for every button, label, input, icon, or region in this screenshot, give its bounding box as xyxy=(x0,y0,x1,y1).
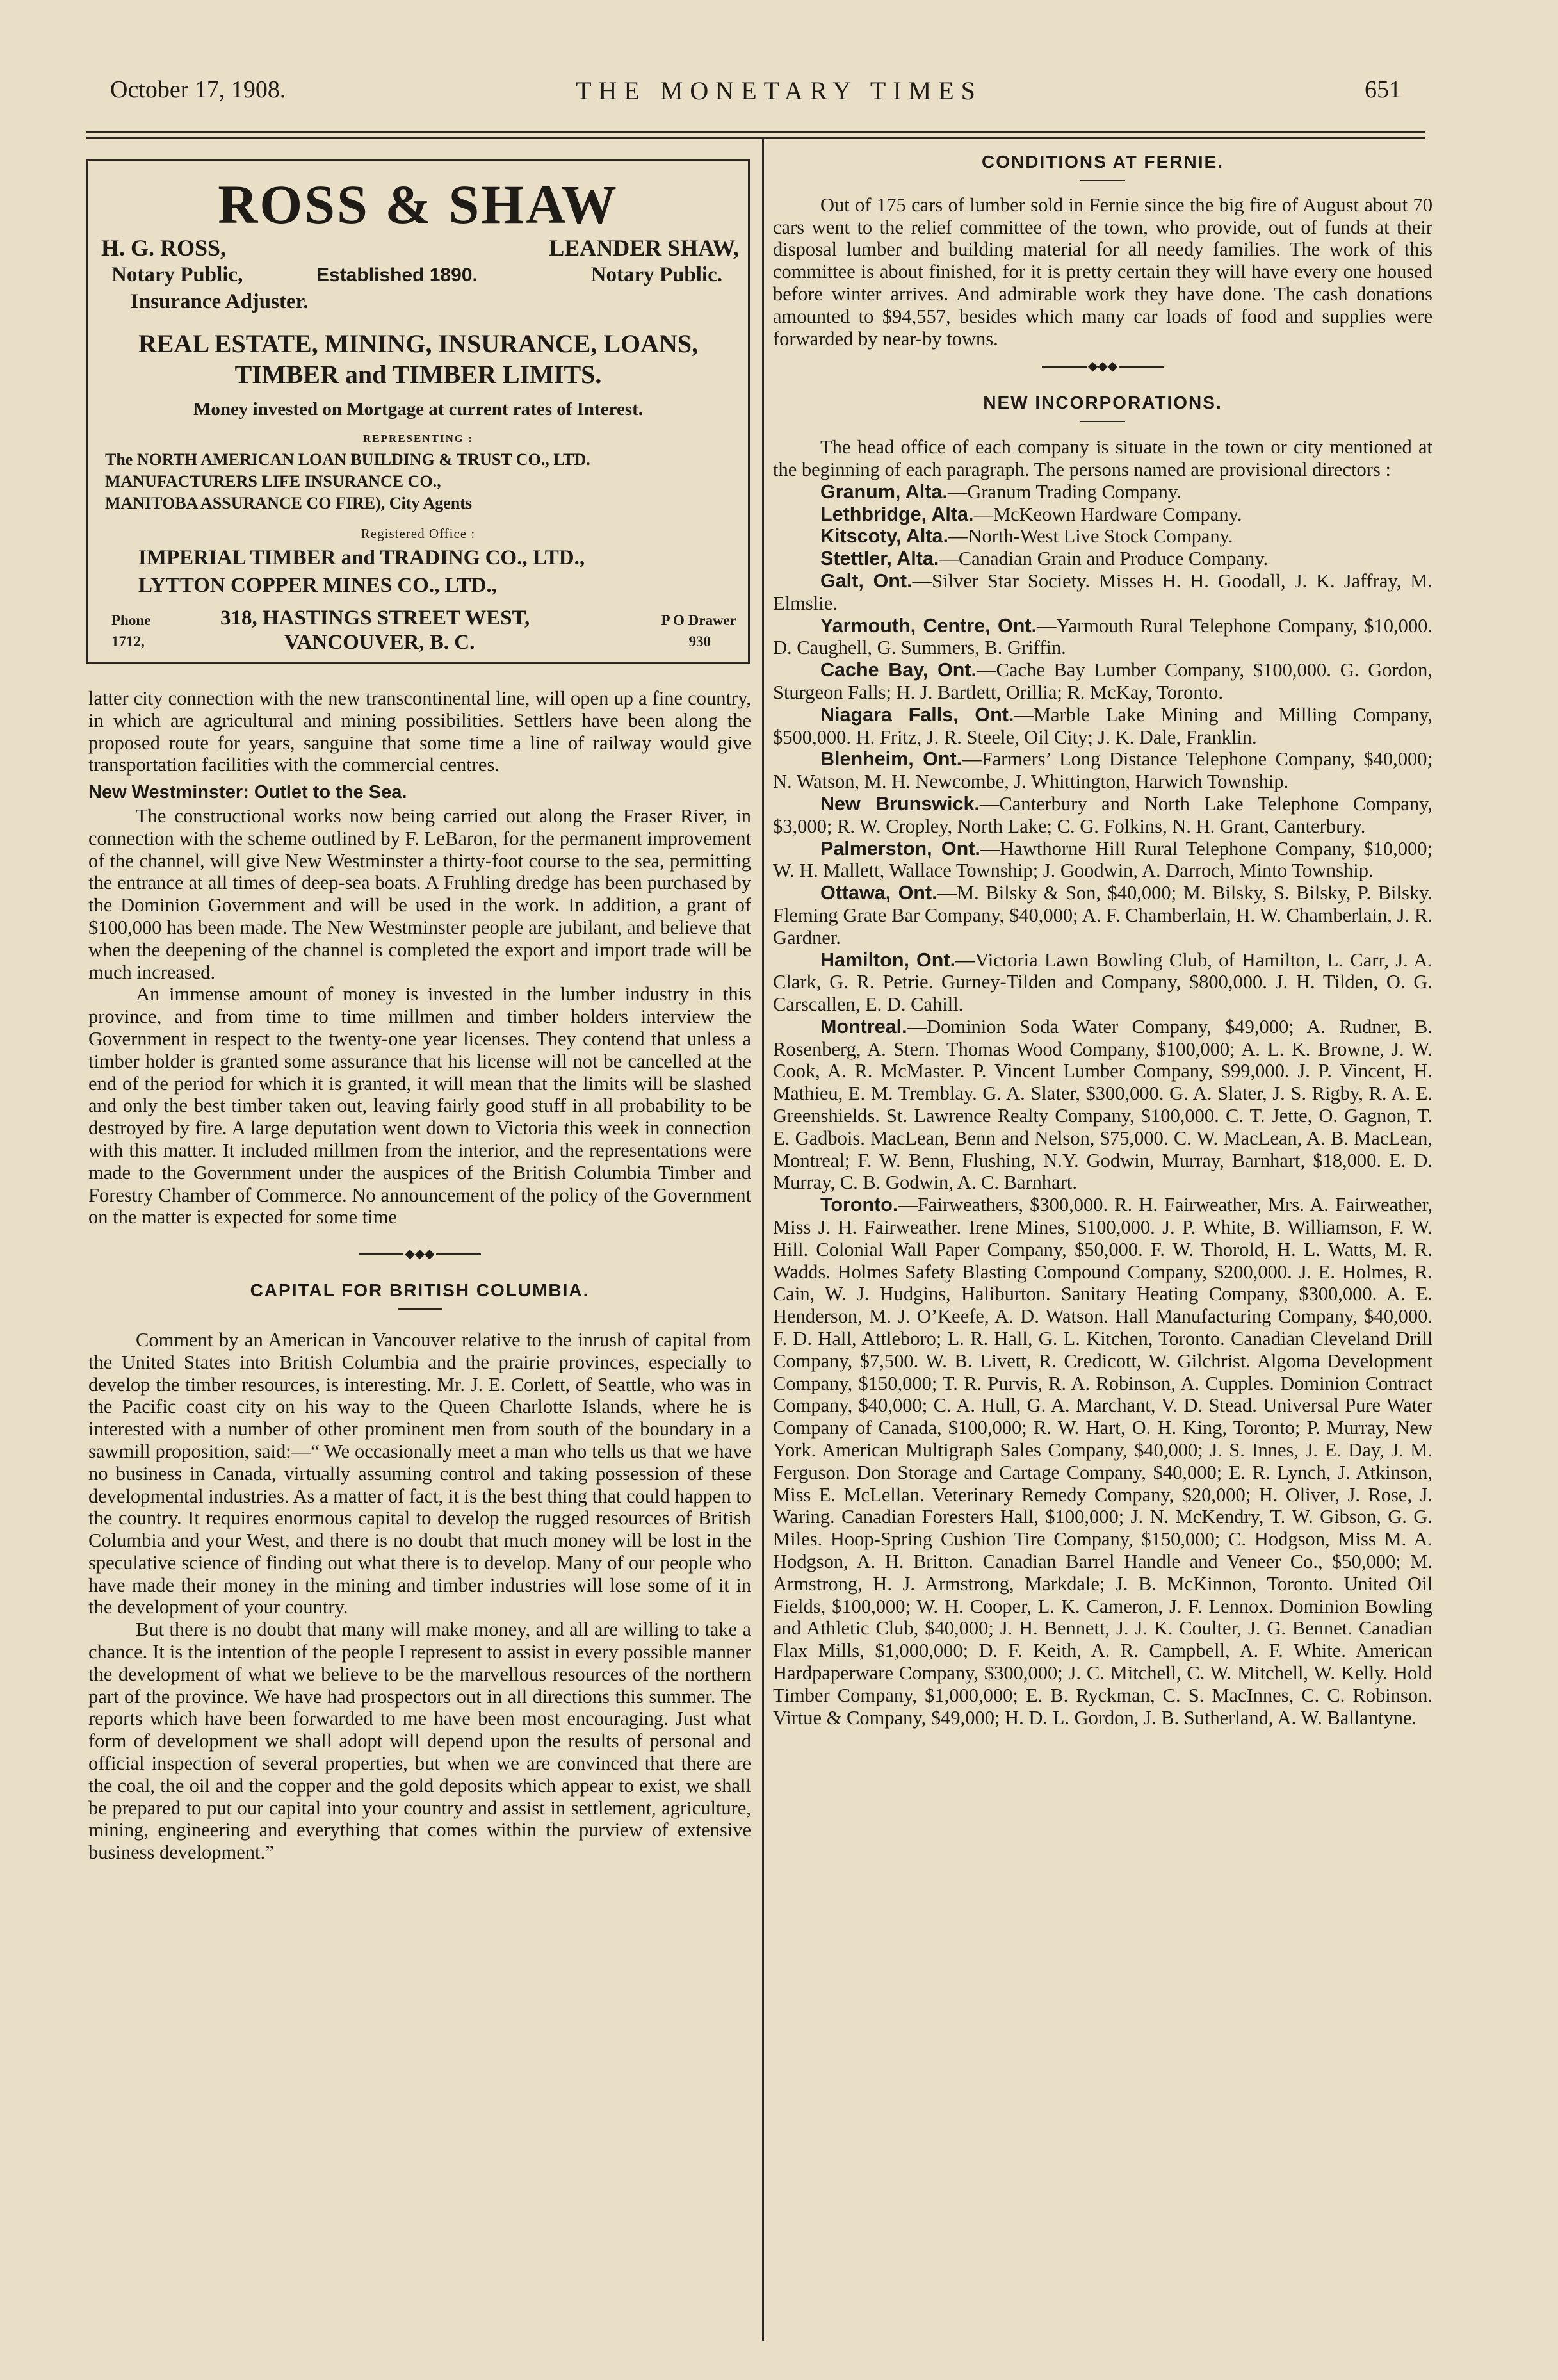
ad-office-label: Registered Office : xyxy=(361,526,476,541)
ad-established: Established 1890. xyxy=(316,265,478,286)
ad-office-2: LYTTON COPPER MINES CO., LTD., xyxy=(138,574,497,597)
incorporation-entry xyxy=(773,615,1432,660)
ad-rep-2: MANUFACTURERS LIFE INSURANCE CO., xyxy=(105,472,441,491)
ad-business-line2: TIMBER and TIMBER LIMITS. xyxy=(234,360,602,389)
right-column xyxy=(773,151,1432,1729)
ad-rep-3: MANITOBA ASSURANCE CO FIRE), City Agents xyxy=(105,494,473,512)
heading-new-incorporations: NEW INCORPORATIONS. xyxy=(983,393,1222,413)
left-column xyxy=(88,687,751,1864)
incorporation-details: —Yarmouth Rural Telephone Company, $10,000. D. Caughell, G. Summers, B. Griffin. xyxy=(773,614,1432,659)
incorporation-details: —North-West Live Stock Company. xyxy=(948,525,1233,548)
heading-capital-for-british-columbia: CAPITAL FOR BRITISH COLUMBIA. xyxy=(250,1280,590,1301)
incorporation-place: Niagara Falls, Ont. xyxy=(820,703,1014,726)
incorporation-place: Hamilton, Ont. xyxy=(820,949,956,971)
incorporation-details: —Farmers’ Long Distance Telephone Company, $40,000; N. Watson, M. H. Newcombe, J. Whittington, Harwich Township. xyxy=(773,748,1432,793)
ad-po-label: P O Drawer xyxy=(661,612,736,628)
incorporation-entry xyxy=(773,1016,1432,1194)
incorporation-entry xyxy=(773,882,1432,949)
incorporation-details: —M. Bilsky & Son, $40,000; M. Bilsky, S. Bilsky, P. Bilsky. Fleming Grate Bar Company, $40,000; A. F. Chamberlain, H. W. Chamberlain, J. R. Gardner. xyxy=(773,882,1432,949)
ross-shaw-advertisement xyxy=(86,159,750,664)
incorporation-place: Kitscoty, Alta. xyxy=(820,525,948,548)
issue-date: October 17, 1908. xyxy=(110,76,286,103)
incorporation-details: —Canadian Grain and Produce Company. xyxy=(939,548,1269,570)
new-westminster-paragraph: The constructional works now being carried out along the Fraser River, in connection with the scheme outlined by F. LeBaron, for the permanent improvement of the channel, will give New Westminster a thirty-foot course to the sea, permitting the entrance at all times of deep-sea boats. A Fruhling dredge has been purchased by the Dominion Government and will be used in the work. In addition, a grant of $100,000 has been made. The New Westminster people are jubilant, and believe that when the deepening of the channel is completed the export and import trade will be much increased. xyxy=(88,804,751,983)
heading-rule xyxy=(1080,180,1125,181)
ad-firm-name: ROSS & SHAW xyxy=(218,174,619,235)
heading-rule xyxy=(1080,421,1125,422)
article-continuation: latter city connection with the new transcontinental line, will open up a fine country, in which are agricultural and mining possibilities. Settlers have been along the proposed route for years, sanguine that some time a line of railway would give transportation facilities with the commercial centres. xyxy=(88,687,751,776)
incorporation-details: —Dominion Soda Water Company, $49,000; A. Rudner, B. Rosenberg, A. Stern. Thomas Wood Company, $100,000; A. L. K. Browne, J. W. Cook, A. R. McMaster. P. Vincent Lumber Company, $99,000. J. P. Vincent, H. Mathieu, E. M. Tremblay. G. A. Slater, $300,000. G. A. Slater, J. S. Rigby, R. A. E. Greenshields. St. Lawrence Realty Company, $100,000. C. T. Jette, O. Gagnon, T. E. Gadbois. MacLean, Benn and Nelson, $75,000. C. W. MacLean, A. B. MacLean, Montreal; F. W. Benn, Flushing, N.Y. Godwin, Murray, Barnhart, $18,000. E. D. Murray, C. B. Godwin, A. C. Barnhart. xyxy=(773,1015,1432,1194)
section-ornament: ◆◆◆ xyxy=(773,360,1432,373)
incorporation-entry xyxy=(773,838,1432,883)
incorporation-details: —Canterbury and North Lake Telephone Company, $3,000; R. W. Cropley, North Lake; C. G. Folkins, N. H. Grant, Canterbury. xyxy=(773,792,1432,837)
incorporation-details: —Granum Trading Company. xyxy=(947,480,1181,503)
incorporation-entry xyxy=(773,949,1432,1016)
incorporation-entry xyxy=(773,570,1432,615)
incorporation-entry xyxy=(773,525,1432,548)
subhead-new-westminster: New Westminster: Outlet to the Sea. xyxy=(88,782,407,803)
ad-po-number: 930 xyxy=(688,633,711,649)
masthead-title: THE MONETARY TIMES xyxy=(576,76,982,105)
ad-insurance-adjuster: Insurance Adjuster. xyxy=(131,290,309,313)
capital-paragraph-1: Comment by an American in Vancouver relative to the inrush of capital from the United States into British Columbia and the prairie provinces, especially to develop the timber resources, is interesting. Mr. J. E. Corlett, of Seattle, who was in the Pacific coast city on his way to the Queen Charlotte Islands, where he is interested with a number of other prominent men from south of the boundary in a sawmill proposition, said:—“ We occasionally meet a man who tells us that we have no business in Canada, virtually assuming control and taking possession of these developmental industries. As a matter of fact, it is the best thing that could happen to the country. It requires enormous capital to develop the rugged resources of British Columbia and your West, and there is no doubt that much money will be lost in the speculative science of finding out what there is to develop. Many of our people who have made their money in the mining and timber industries will lose some of it in the development of your country. xyxy=(88,1328,751,1618)
incorporation-entry xyxy=(773,1194,1432,1729)
incorporation-entry xyxy=(773,548,1432,570)
lumber-licenses-paragraph: An immense amount of money is invested in the lumber industry in this province, and from time to time millmen and timber holders interview the Government in respect to the twenty-one year licenses. They contend that unless a timber holder is granted some assurance that his license will not be cancelled at the end of the period for which it is granted, it will mean that the limits will be slashed and only the best timber taken out, leaving fairly good stuff in all probability to be destroyed by fire. A large deputation went down to Victoria this week in connection with this matter. It included millmen from the interior, and the representations were made to the Government under the auspices of the British Columbia Timber and Forestry Chamber of Commerce. No announcement of the policy of the Government on the matter is expected for some time xyxy=(88,983,751,1228)
incorporation-entry xyxy=(773,704,1432,749)
ad-partner2-title: Notary Public. xyxy=(590,263,722,286)
incorporation-place: Toronto. xyxy=(820,1194,898,1216)
incorporations-intro: The head office of each company is situate in the town or city mentioned at the beginning of each paragraph. The persons named are provisional directors : xyxy=(773,436,1432,480)
ad-representing-label: REPRESENTING : xyxy=(362,432,474,444)
incorporation-details: —Marble Lake Mining and Milling Company, $500,000. H. Fritz, J. R. Steele, Oil City; J. K. Dale, Franklin. xyxy=(773,703,1432,748)
incorporation-details: —Silver Star Society. Misses H. H. Goodall, J. K. Jaffray, M. Elmslie. xyxy=(773,569,1432,614)
incorporation-entry xyxy=(773,503,1432,526)
incorporation-entry xyxy=(773,659,1432,704)
ad-business-line1: REAL ESTATE, MINING, INSURANCE, LOANS, xyxy=(138,329,699,358)
ad-partner1-name: H. G. ROSS, xyxy=(101,235,227,261)
incorporation-place: Palmerston, Ont. xyxy=(820,837,980,860)
incorporation-entry xyxy=(773,748,1432,793)
capital-paragraph-2: But there is no doubt that many will make money, and all are willing to take a chance. It is the intention of the people I represent to assist in every possible manner the development of what we believe to be the marvellous resources of the northern part of the province. We have had prospectors out in all directions this summer. The reports which have been forwarded to me have been most encouraging. Just what form of development we shall adopt will depend upon the results of personal and official inspection of several properties, but when we are convinced that there are the coal, the oil and the copper and the gold deposits which appear to exist, we shall be prepared to put our capital into your country and assist in settlement, agriculture, mining, engineering and everything that comes within the purview of extensive business development.” xyxy=(88,1618,751,1864)
fernie-paragraph: Out of 175 cars of lumber sold in Fernie since the big fire of August about 70 cars went to the relief committee of the town, who provide, out of funds at their disposal lumber and building material for all needy families. The work of this committee is about finished, for it is pretty certain they will have every one housed before winter arrives. And admirable work they have done. The cash donations amounted to $94,557, besides which many car loads of food and supplies were forwarded by near-by towns. xyxy=(773,193,1432,350)
incorporation-place: Cache Bay, Ont. xyxy=(820,659,977,681)
ad-mortgage-line: Money invested on Mortgage at current rates of Interest. xyxy=(193,399,643,420)
incorporation-place: Ottawa, Ont. xyxy=(820,882,937,904)
ad-phone-label: Phone xyxy=(111,612,151,628)
header-rule-top xyxy=(86,131,1425,133)
ad-phone-number: 1712, xyxy=(111,633,145,649)
heading-conditions-at-fernie: CONDITIONS AT FERNIE. xyxy=(982,152,1224,172)
ad-partner1-title: Notary Public, xyxy=(111,263,243,286)
incorporation-details: —Hawthorne Hill Rural Telephone Company, $10,000; W. H. Mallett, Wallace Township; J. Goodwin, A. Darroch, Minto Township. xyxy=(773,837,1433,882)
incorporation-details: —Victoria Lawn Bowling Club, of Hamilton, L. Carr, J. A. Clark, G. R. Petrie. Gurney-Tilden and Company, $800,000. J. H. Tilden, O. G. Carscallen, E. D. Cahill. xyxy=(773,949,1432,1016)
incorporation-place: Blenheim, Ont. xyxy=(820,748,962,770)
header-rule-bottom xyxy=(86,137,1425,139)
incorporation-details: —McKeown Hardware Company. xyxy=(973,503,1242,525)
incorporation-place: Yarmouth, Centre, Ont. xyxy=(820,614,1037,637)
incorporation-entry xyxy=(773,793,1432,838)
ad-address-1: 318, HASTINGS STREET WEST, xyxy=(220,607,530,630)
ad-office-1: IMPERIAL TIMBER and TRADING CO., LTD., xyxy=(138,546,585,569)
column-divider xyxy=(762,138,764,2341)
incorporation-place: Montreal. xyxy=(820,1015,907,1038)
ad-rep-1: The NORTH AMERICAN LOAN BUILDING & TRUST CO., LTD. xyxy=(105,450,590,469)
incorporation-details: —Cache Bay Lumber Company, $100,000. G. Gordon, Sturgeon Falls; H. J. Bartlett, Orillia; R. McKay, Toronto. xyxy=(773,659,1433,703)
section-ornament: ◆◆◆ xyxy=(88,1248,751,1260)
ad-address-2: VANCOUVER, B. C. xyxy=(284,631,475,654)
incorporation-entry xyxy=(773,481,1432,503)
incorporations-list xyxy=(773,481,1432,1729)
incorporation-details: —Fairweathers, $300,000. R. H. Fairweather, Mrs. A. Fairweather, Miss J. H. Fairweather. Irene Mines, $100,000. J. P. White, B. Williamson, F. W. Hill. Colonial Wall Paper Company, $50,000. F. W. Thorold, H. L. Watts, M. R. Wadds. Holmes Safety Blasting Compound Company, $200,000. J. E. Holmes, R. Cain, W. J. Hudgins, Haliburton. Sanitary Heating Company, $300,000. A. E. Henderson, M. J. O’Keefe, A. D. Watson. Hall Manufacturing Company, $40,000. F. D. Hall, Attleboro; L. R. Hall, G. L. Kitchen, Toronto. Canadian Cleveland Drill Company, $7,500. W. B. Livett, R. Credicott, W. Gilchrist. Algoma Development Company, $150,000; T. R. Purvis, R. A. Robinson, A. Cupples. Dominion Contract Company, $40,000; C. A. Hull, G. A. Marchant, V. D. Stead. Universal Pure Water Company of Canada, $100,000; R. W. Hart, O. H. King, Toronto; P. Murray, New York. American Multigraph Sales Company, $40,000; J. S. Innes, J. E. Day, J. M. Ferguson. Don Storage and Cartage Company, $40,000; E. R. Lynch, J. Atkinson, Miss E. McLellan. Veterinary Remedy Company, $20,000; H. Oliver, J. Rose, J. Waring. Canadian Foresters Hall, $100,000; J. N. McKendry, T. W. Gibson, G. G. Miles. Hoop-Spring Cushion Tire Company, $150,000; C. Hodgson, Miss M. A. Hodgson, A. H. Britton. Canadian Barrel Handle and Veneer Co., $50,000; M. Armstrong, H. J. Armstrong, Markdale; J. B. McKinnon, Toronto. United Oil Fields, $100,000; W. H. Cooper, L. K. Cameron, J. F. Lennox. Dominion Bowling and Athletic Club, $40,000; J. H. Bennett, J. J. K. Coulter, J. G. Bennet. Canadian Flax Mills, $1,000,000; D. F. Keith, A. R. Campbell, A. F. White. American Hardpaperware Company, $300,000; J. C. Mitchell, C. W. Mitchell, W. Kelly. Hold Timber Company, $1,000,000; E. B. Ryckman, C. S. MacInnes, C. C. Robinson. Virtue & Company, $49,000; H. D. L. Gordon, J. B. Sutherland, A. W. Ballantyne. xyxy=(773,1194,1432,1729)
incorporation-place: Galt, Ont. xyxy=(820,569,913,592)
incorporation-place: New Brunswick. xyxy=(820,792,980,815)
heading-rule xyxy=(398,1308,442,1310)
page-number: 651 xyxy=(1365,76,1401,103)
ad-partner2-name: LEANDER SHAW, xyxy=(549,235,739,261)
incorporation-place: Stettler, Alta. xyxy=(820,548,939,570)
incorporation-place: Granum, Alta. xyxy=(820,480,948,503)
incorporation-place: Lethbridge, Alta. xyxy=(820,503,974,525)
